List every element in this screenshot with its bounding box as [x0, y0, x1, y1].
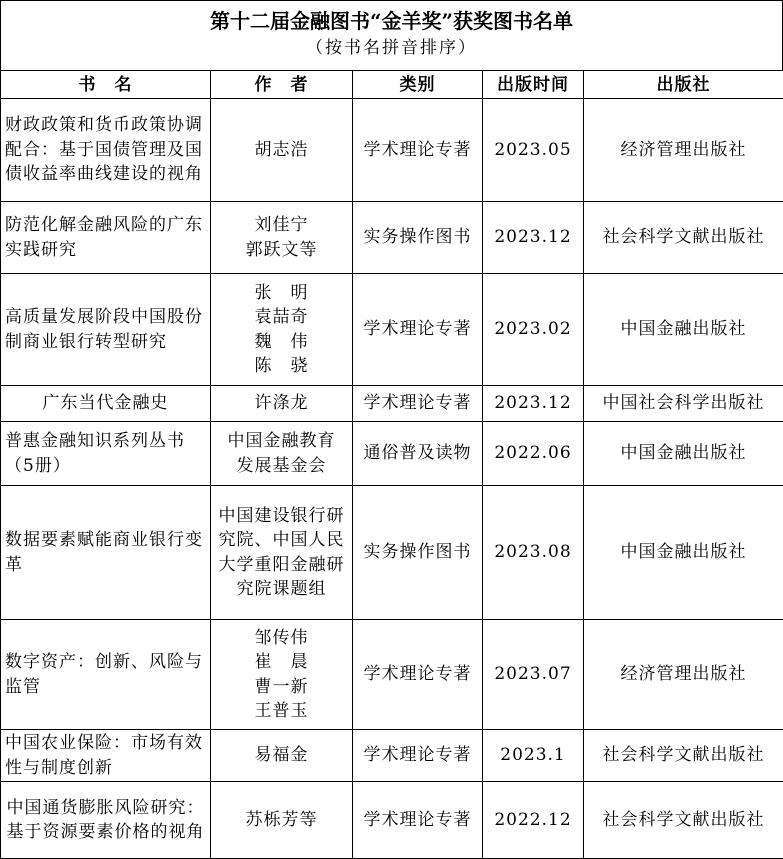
column-header-book: 书 名 — [1, 71, 211, 99]
author-name: 曹一新 — [215, 675, 348, 700]
category-cell: 学术理论专著 — [353, 620, 483, 730]
publisher-cell: 社会科学文献出版社 — [584, 730, 783, 782]
table-header-row — [1, 71, 783, 99]
category-cell: 学术理论专著 — [353, 782, 483, 859]
table-row — [1, 422, 783, 486]
column-header-author: 作 者 — [211, 71, 353, 99]
title-block — [0, 0, 783, 70]
category-cell: 学术理论专著 — [353, 99, 483, 202]
author-name: 中国建设银行研究院、中国人民大学重阳金融研究院课题组 — [215, 504, 348, 602]
book-title-cell: 数字资产：创新、风险与监管 — [1, 620, 211, 730]
table-row — [1, 620, 783, 730]
table-row — [1, 274, 783, 386]
author-cell — [211, 486, 353, 620]
table-row — [1, 782, 783, 859]
author-cell — [211, 274, 353, 386]
author-cell — [211, 782, 353, 859]
book-title-cell: 中国通货膨胀风险研究：基于资源要素价格的视角 — [1, 782, 211, 859]
author-cell — [211, 99, 353, 202]
column-header-date: 出版时间 — [483, 71, 584, 99]
author-name: 陈 骁 — [215, 354, 348, 379]
publish-date-cell: 2023.05 — [483, 99, 584, 202]
publish-date-cell: 2023.07 — [483, 620, 584, 730]
author-cell — [211, 620, 353, 730]
category-cell: 学术理论专著 — [353, 274, 483, 386]
publisher-cell: 中国社会科学出版社 — [584, 386, 783, 422]
author-name: 魏 伟 — [215, 330, 348, 355]
author-name: 刘佳宁 — [215, 213, 348, 238]
book-title-cell: 财政政策和货币政策协调配合：基于国债管理及国债收益率曲线建设的视角 — [1, 99, 211, 202]
author-cell — [211, 386, 353, 422]
publish-date-cell: 2023.08 — [483, 486, 584, 620]
publisher-cell: 社会科学文献出版社 — [584, 782, 783, 859]
page-subtitle: （按书名拼音排序） — [1, 37, 782, 59]
publish-date-cell: 2023.12 — [483, 202, 584, 274]
publisher-cell: 中国金融出版社 — [584, 422, 783, 486]
column-header-category: 类别 — [353, 71, 483, 99]
publish-date-cell: 2022.12 — [483, 782, 584, 859]
book-title-cell: 数据要素赋能商业银行变革 — [1, 486, 211, 620]
category-cell: 实务操作图书 — [353, 202, 483, 274]
publisher-cell: 中国金融出版社 — [584, 274, 783, 386]
publisher-cell: 中国金融出版社 — [584, 486, 783, 620]
category-cell: 通俗普及读物 — [353, 422, 483, 486]
book-title-cell: 中国农业保险：市场有效性与制度创新 — [1, 730, 211, 782]
table-row — [1, 386, 783, 422]
column-header-publisher: 出版社 — [584, 71, 783, 99]
author-name: 郭跃文等 — [215, 238, 348, 263]
author-name: 胡志浩 — [215, 138, 348, 163]
table-row — [1, 99, 783, 202]
category-cell: 学术理论专著 — [353, 386, 483, 422]
table-row — [1, 730, 783, 782]
author-name: 王普玉 — [215, 699, 348, 724]
author-name: 崔 晨 — [215, 650, 348, 675]
book-title-cell: 防范化解金融风险的广东实践研究 — [1, 202, 211, 274]
publisher-cell: 经济管理出版社 — [584, 99, 783, 202]
category-cell: 学术理论专著 — [353, 730, 483, 782]
author-name: 中国金融教育发展基金会 — [219, 429, 344, 478]
author-name: 易福金 — [215, 743, 348, 768]
category-cell: 实务操作图书 — [353, 486, 483, 620]
author-cell — [211, 202, 353, 274]
author-name: 许涤龙 — [215, 391, 348, 416]
publish-date-cell: 2023.02 — [483, 274, 584, 386]
author-name: 张 明 — [215, 281, 348, 306]
table-row — [1, 202, 783, 274]
publisher-cell: 社会科学文献出版社 — [584, 202, 783, 274]
author-cell — [211, 422, 353, 486]
award-table — [0, 70, 783, 859]
publish-date-cell: 2023.12 — [483, 386, 584, 422]
publish-date-cell: 2022.06 — [483, 422, 584, 486]
book-title-cell: 广东当代金融史 — [1, 386, 211, 422]
table-row — [1, 486, 783, 620]
book-title-cell: 普惠金融知识系列丛书（5册） — [1, 422, 211, 486]
book-title-cell: 高质量发展阶段中国股份制商业银行转型研究 — [1, 274, 211, 386]
table-body — [1, 99, 783, 859]
author-name: 袁喆奇 — [215, 305, 348, 330]
publish-date-cell: 2023.1 — [483, 730, 584, 782]
page-title: 第十二届金融图书“金羊奖”获奖图书名单 — [1, 9, 782, 33]
publisher-cell: 经济管理出版社 — [584, 620, 783, 730]
author-name: 邹传伟 — [215, 626, 348, 651]
author-name: 苏栎芳等 — [215, 808, 348, 833]
author-cell — [211, 730, 353, 782]
